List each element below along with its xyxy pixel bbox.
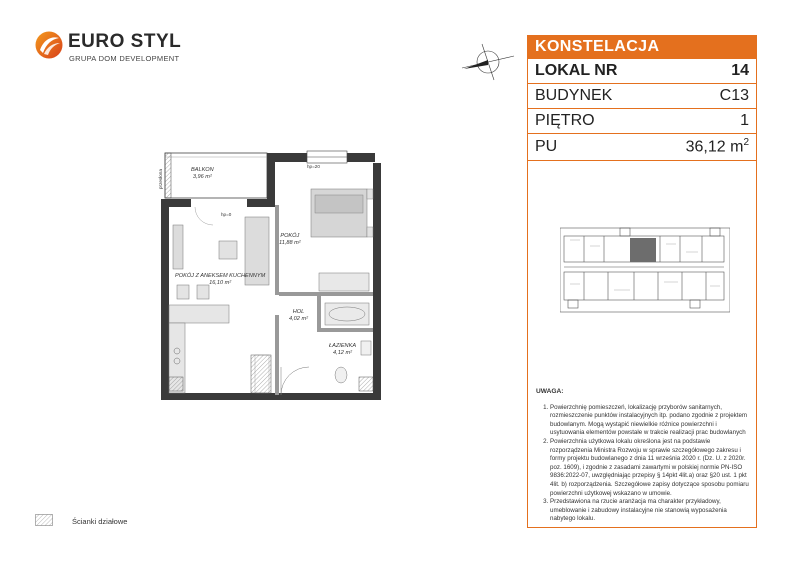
area-row [527, 134, 757, 161]
room-label-pokoj: POKÓJ 11,88 m² [279, 233, 301, 246]
area-value: 36,12 [685, 138, 726, 156]
brand-name: EURO STYL [68, 31, 182, 52]
building-row [527, 84, 757, 109]
hp-door-mark: hp=0 [221, 212, 232, 217]
room-label-pokoj-aneks: POKÓJ Z ANEKSEM KUCHENNYM 16,10 m² [175, 273, 266, 286]
building-value: C13 [719, 87, 749, 104]
note-item: 1. Powierzchnię pomieszczeń, lokalizację przyborów sanitarnych, rozmieszczenie punktów instalacyjnych itp. podano zgodnie z projektem budowlanym. Mogą wystąpić niewielkie różnice powierzchni i usytuowania elementów powstałe w trakcie realizacji prac budowlanych [550, 404, 750, 438]
room-label-lazienka: ŁAZIENKA 4,12 m² [329, 343, 357, 356]
room-label-hol: HOL 4,02 m² [289, 309, 308, 322]
partition-wall-swatch-icon [35, 514, 53, 526]
note-item: 3. Przedstawiona na rzucie aranżacja ma charakter przykładowy, umeblowanie i zabudowy instalacyjne nie stanowią wyposażenia nabytego lokalu. [550, 498, 750, 524]
floor-plan [155, 145, 395, 405]
euro-styl-logo-icon [34, 30, 64, 60]
project-name: KONSTELACJA [527, 35, 757, 59]
area-unit: m [730, 138, 744, 156]
room-label-balkon: BALKON 3,96 m² [191, 167, 214, 180]
note-item: 2. Powierzchnia użytkowa lokalu określona jest na podstawie rozporządzenia Ministra Rozwoju w sprawie szczegółowego zakresu i formy projektu budowlanego z dnia 11 września 2020 r. (Dz. U. z 2020r. poz. 1609), i zgodnie z zasadami zawartymi w polskiej normie PN-ISO 9836:2022-07, uwzględniając przepisy § 14pkt 4lit.a) oraz §20 ust. 1 pkt 4lit. b) rozporządzenia. Szczegółowe zapisy dotyczące sposobu pomiaru powierzchni użytkowej wskazano w umowie. [550, 438, 750, 498]
unit-number-label: LOKAL NR [535, 62, 618, 79]
unit-number-value: 14 [731, 62, 749, 79]
area-value-wrap [686, 137, 749, 156]
highlighted-unit [630, 238, 656, 262]
floor-value: 1 [740, 112, 749, 129]
hp-window-mark: hp=20 [307, 164, 320, 169]
building-key-plan [560, 226, 730, 318]
brand-subtitle: GRUPA DOM DEVELOPMENT [69, 54, 180, 63]
privacy-screen-mark: przesłona [158, 169, 163, 189]
floor-row [527, 109, 757, 134]
area-label: PU [535, 138, 558, 155]
legend-label: Ścianki działowe [72, 517, 128, 526]
building-label: BUDYNEK [535, 87, 613, 104]
notes-list [536, 404, 750, 524]
north-arrow-icon [460, 42, 516, 82]
notes [536, 388, 750, 524]
unit-number-row [527, 59, 757, 84]
brand-logo [34, 30, 184, 70]
notes-title: UWAGA: [536, 388, 564, 395]
area-unit-sup: 2 [743, 137, 749, 149]
floor-label: PIĘTRO [535, 112, 595, 129]
